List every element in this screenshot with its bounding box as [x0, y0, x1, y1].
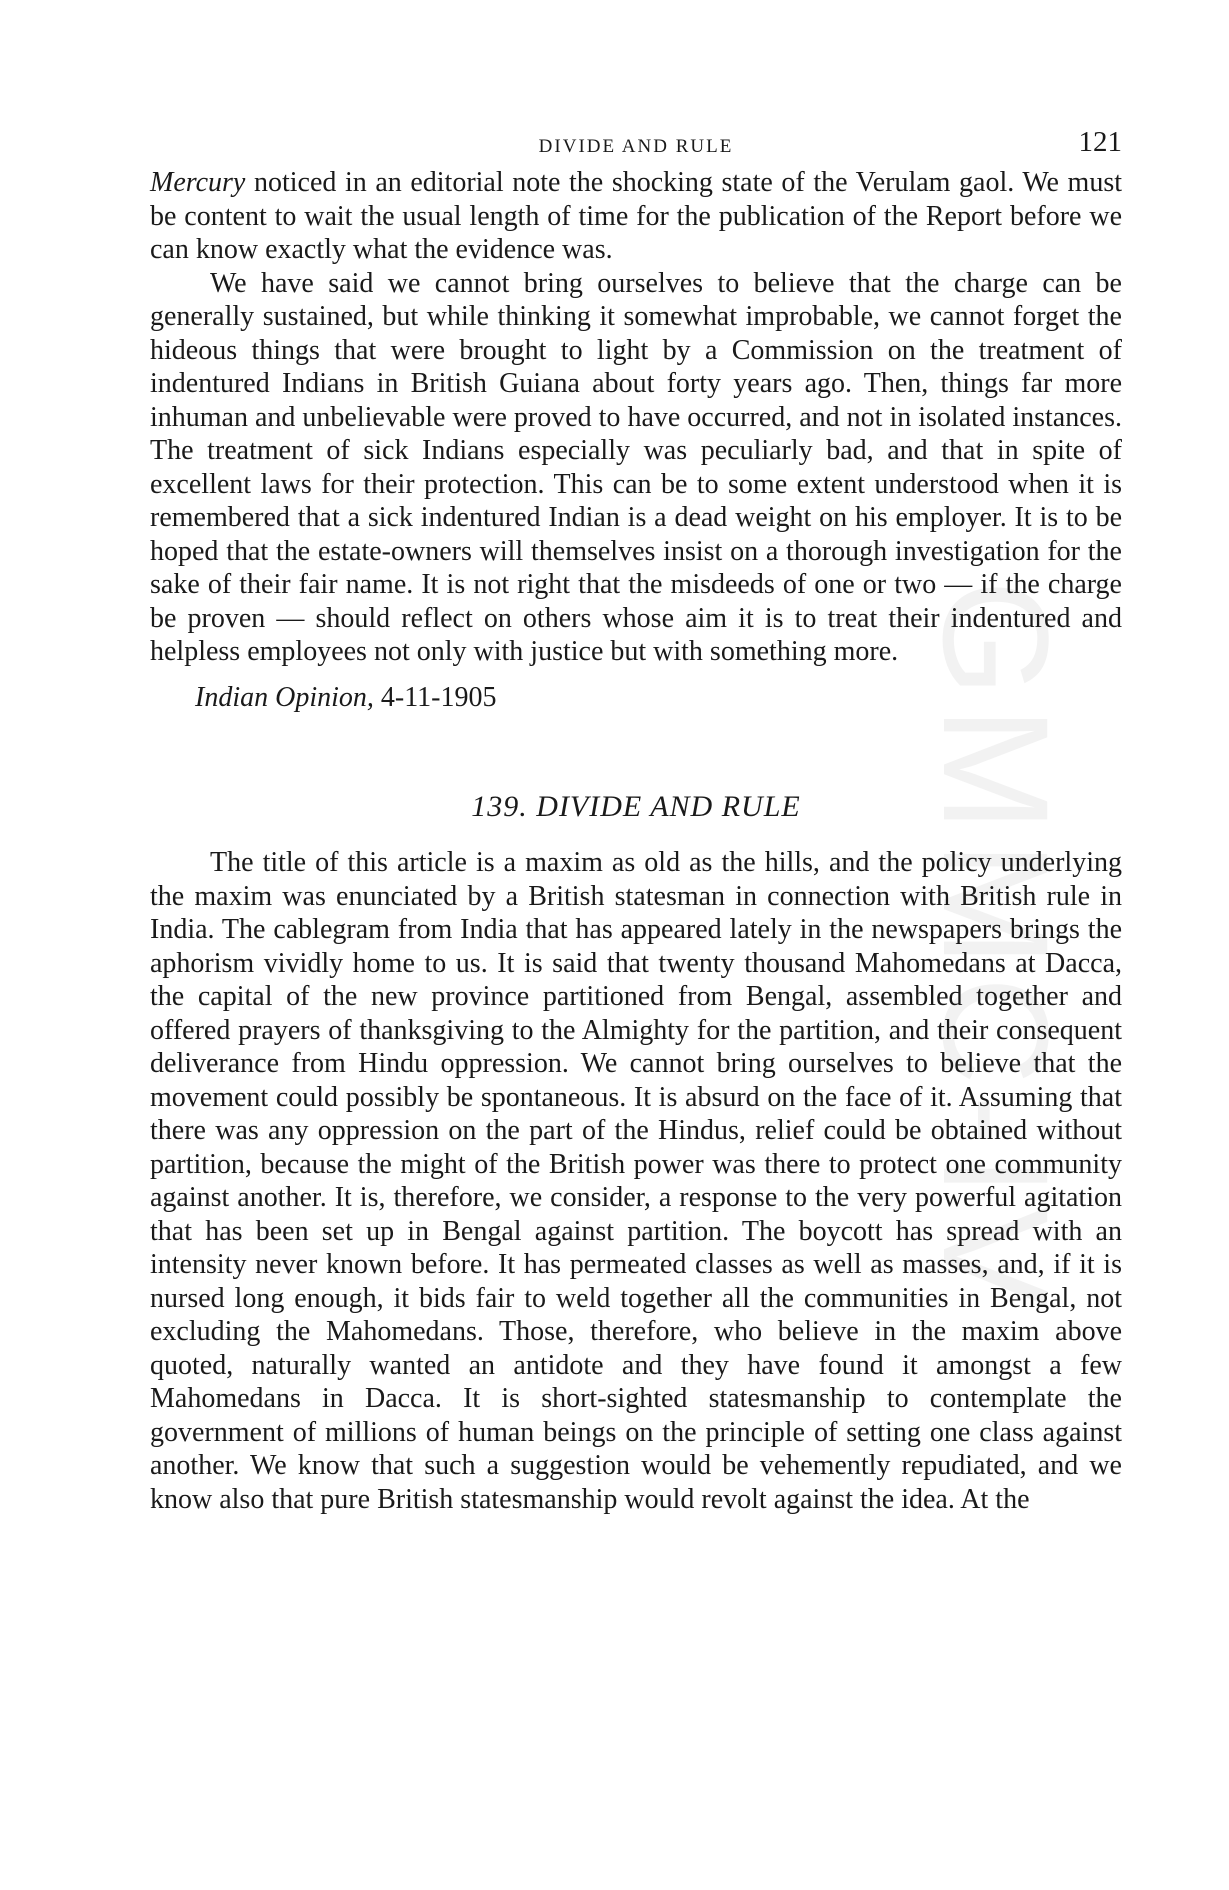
source-publication: Indian Opinion,	[195, 681, 374, 713]
running-head	[150, 126, 1122, 166]
document-page	[150, 126, 1122, 1516]
article-body-paragraph: The title of this article is a maxim as old as the hills, and the policy underlying the maxim was enunciated by a British statesman in connection with British rule in India. The cablegram from India that has appeared lately in the newspapers brings the aphorism vividly home to us. It is said that twenty thousand Mahomedans at Dacca, the capital of the new province partitioned from Bengal, assembled together and offered prayers of thanksgiving to the Almighty for the partition, and their consequent deliverance from Hindu oppression. We cannot bring ourselves to believe that the movement could possibly be spontaneous. It is absurd on the face of it. Assuming that there was any oppression on the part of the Hindus, relief could be obtained without partition, because the might of the British power was there to protect one community against another. It is, therefore, we consider, a response to the very powerful agitation that has been set up in Bengal against partition. The boycott has spread with an intensity never known before. It has permeated classes as well as masses, and, if it is nursed long enough, it bids fair to weld together all the communities in Bengal, not excluding the Mahomedans. Those, therefore, who believe in the maxim above quoted, naturally wanted an antidote and they have found it amongst a few Mahomedans in Dacca. It is short-sighted statesmanship to contemplate the government of millions of human beings on the principle of setting one class against another. We know that such a suggestion would be vehemently repudiated, and we know also that pure British statesmanship would revolt against the idea. At the	[150, 847, 1122, 1515]
continuation-paragraph-1-text: noticed in an editorial note the shocking state of the Verulam gaol. We must be content to wait the usual length of time for the publication of the Report before we can know exactly what the evidence was.	[150, 167, 1122, 265]
running-title: DIVIDE AND RULE	[538, 136, 734, 157]
source-date: 4-11-1905	[373, 681, 497, 713]
source-citation	[150, 681, 1122, 715]
page-number: 121	[1078, 126, 1122, 158]
continuation-paragraph-2: We have said we cannot bring ourselves to believe that the charge can be generally sustained, but while thinking it somewhat improbable, we cannot forget the hideous things that were brought to light by a Commission on the treatment of indentured Indians in British Guiana about forty years ago. Then, things far more inhuman and unbelievable were proved to have occurred, and not in isolated instances. The treatment of sick Indians especially was peculiarly bad, and that in spite of excellent laws for their protection. This can be to some extent understood when it is remembered that a sick indentured Indian is a dead weight on his employer. It is to be hoped that the estate-owners will themselves insist on a thorough investigation for the sake of their fair name. It is not right that the misdeeds of one or two — if the charge be proven — should reflect on others whose aim it is to treat their indentured and helpless employees not only with justice but with something more.	[150, 267, 1122, 667]
watermark: GMMC-IV	[912, 580, 1080, 1317]
article-heading: 139. DIVIDE AND RULE	[471, 790, 801, 823]
continuation-paragraph-1	[150, 166, 1122, 267]
publication-name-italic: Mercury	[150, 167, 246, 198]
